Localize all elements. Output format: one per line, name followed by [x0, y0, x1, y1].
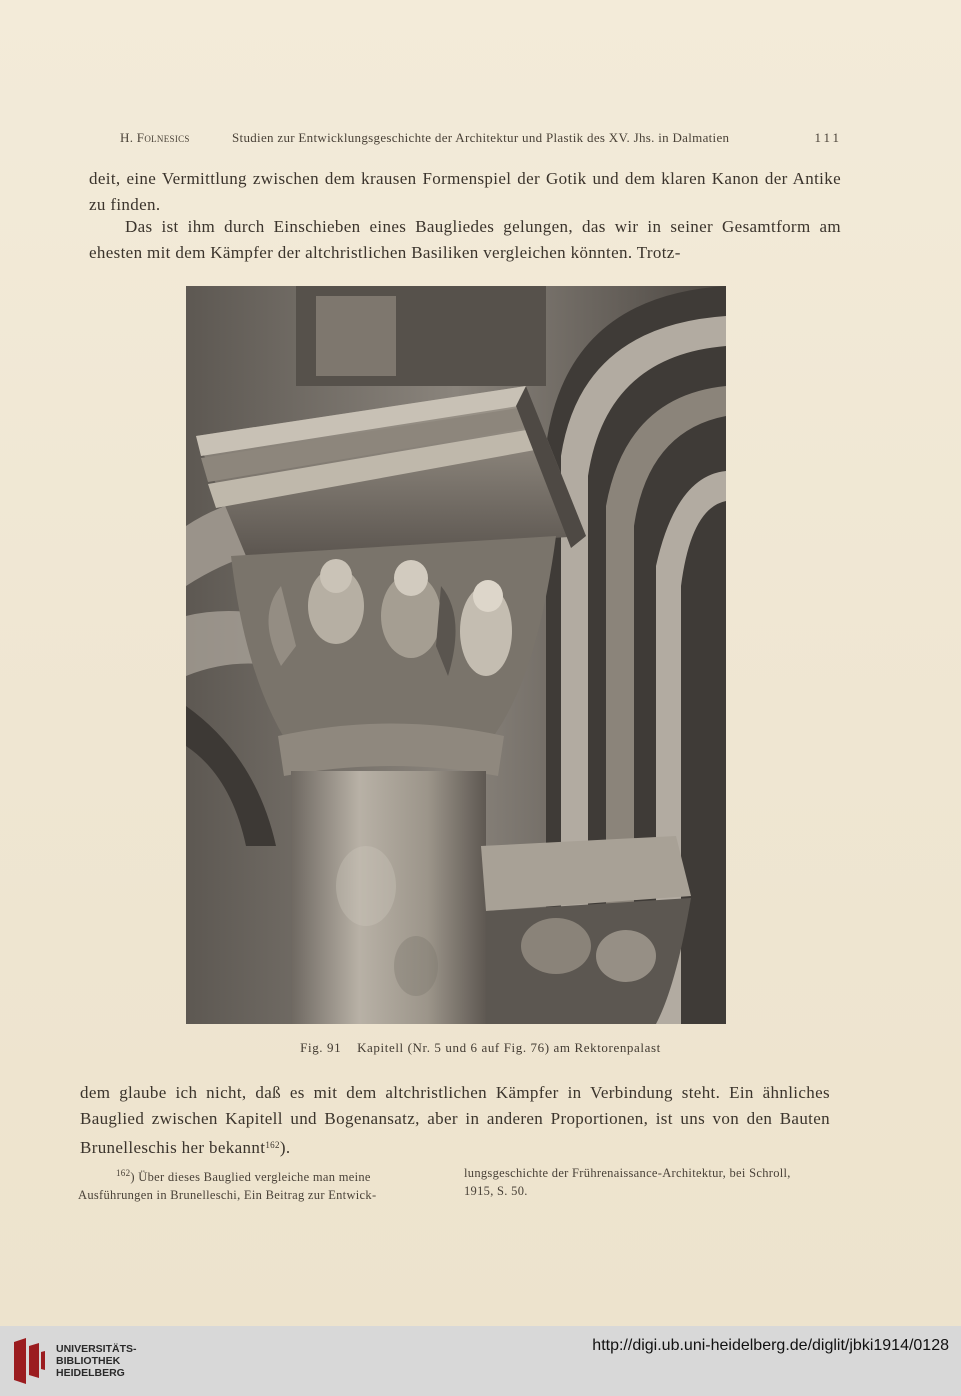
institution-name — [56, 1343, 137, 1379]
paragraph-3-body: dem glaube ich nicht, daß es mit dem altchristlichen Kämpfer in Verbindung steht. Ein ähnliches Bauglied zwischen Kapitell und Bogenansatz, aber in anderen Proportionen, ist uns von den Bauten Brunelleschis her bekannt — [80, 1083, 830, 1157]
institution-line: BIBLIOTHEK — [56, 1355, 121, 1367]
paragraph-1 — [89, 166, 841, 218]
paragraph-3 — [80, 1080, 830, 1161]
footnote-line: Ausführungen in Brunelleschi, Ein Beitrag zur Entwick- — [78, 1188, 377, 1202]
university-library-logo-icon — [12, 1336, 46, 1386]
paragraph-3-text — [80, 1080, 830, 1161]
footnote-marker: 162 — [116, 1168, 131, 1178]
running-head-author: H. Folnesics — [120, 130, 190, 145]
footnote-column-right — [464, 1164, 838, 1200]
running-head — [120, 130, 842, 150]
institution-line: HEIDELBERG — [56, 1367, 125, 1379]
paragraph-2-text: Das ist ihm durch Einschieben eines Baugliedes gelungen, das wir in seiner Gesamtform am ehesten mit dem Kämpfer der altchristlichen Basiliken vergleichen könnten. Trotz- — [89, 217, 841, 262]
footnote-line: 1915, S. 50. — [464, 1184, 528, 1198]
permalink-url[interactable]: http://digi.ub.uni-heidelberg.de/diglit/jbki1914/0128 — [592, 1337, 949, 1354]
figure-caption — [0, 1040, 961, 1056]
running-head-title: Studien zur Entwicklungsgeschichte der Architektur und Plastik des XV. Jhs. in Dalmatien — [232, 130, 730, 145]
page-number: 111 — [814, 130, 842, 145]
paragraph-1-text: deit, eine Vermittlung zwischen dem krausen Formenspiel der Gotik und dem klaren Kanon der Antike zu finden. — [89, 169, 841, 214]
paragraph-3-tail: ). — [279, 1138, 291, 1157]
figure-number: Fig. 91 — [300, 1040, 342, 1055]
figure-caption-text: Kapitell (Nr. 5 und 6 auf Fig. 76) am Rektorenpalast — [357, 1040, 661, 1055]
paragraph-2 — [89, 214, 841, 266]
footnote-line — [78, 1164, 438, 1186]
library-footer-bar — [0, 1326, 961, 1396]
footnote-column-left — [78, 1164, 438, 1204]
capital-photo-illustration — [186, 286, 726, 1024]
figure-photograph-capital — [186, 286, 726, 1024]
institution-line: UNIVERSITÄTS- — [56, 1343, 137, 1355]
footnote-reference: 162 — [265, 1140, 280, 1150]
footnote-line: lungsgeschichte der Frührenaissance-Architektur, bei Schroll, — [464, 1166, 791, 1180]
footnote-text: ) Über dieses Bauglied vergleiche man meine — [130, 1170, 371, 1184]
